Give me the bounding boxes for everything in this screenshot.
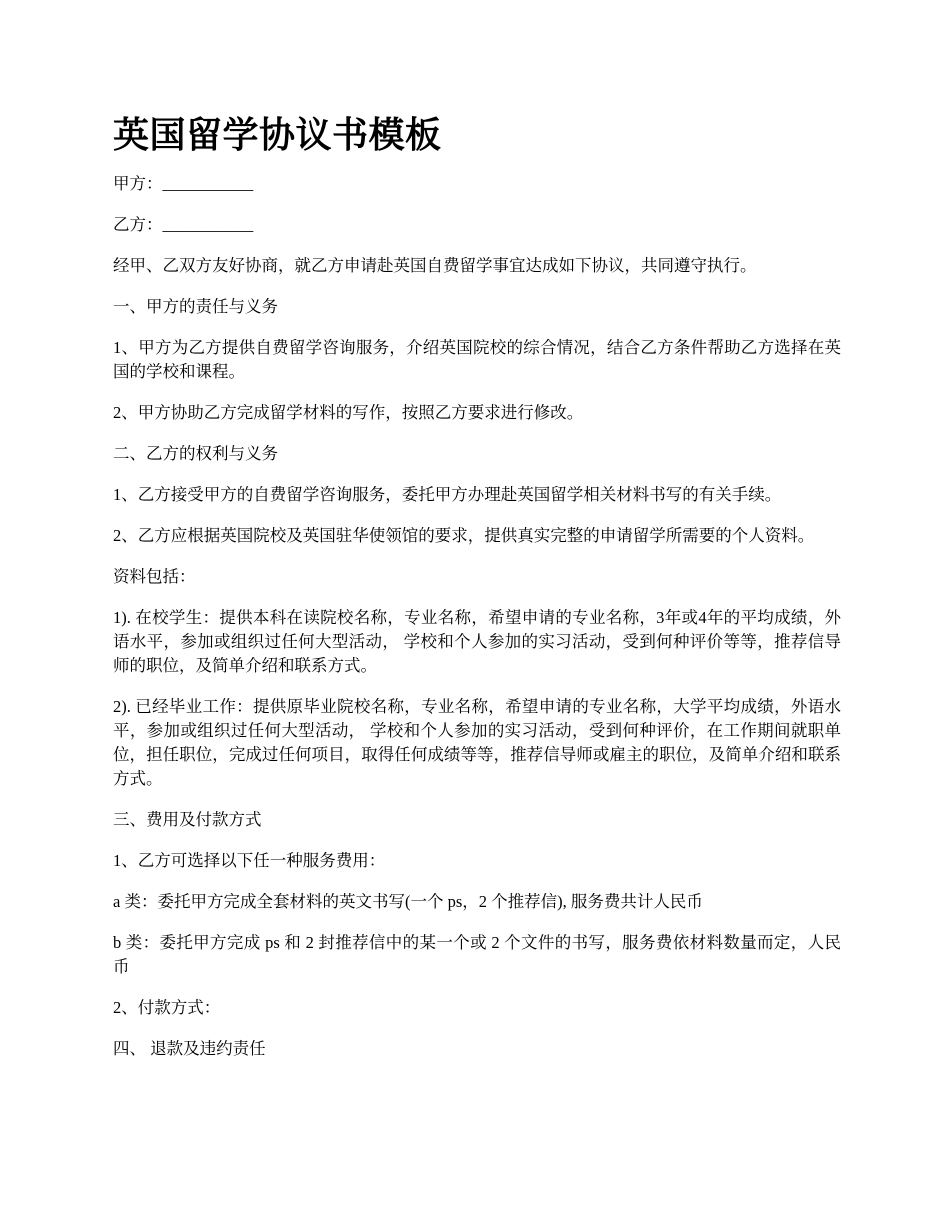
materials-graduates: 2). 已经毕业工作：提供原毕业院校名称，专业名称，希望申请的专业名称，大学平均成绩，外语水平，参加或组织过任何大型活动， 学校和个人参加的实习活动，受到何种评价，在工作期间就职单位，担任职位，完成过任何项目，取得任何成绩等等，推荐信导师或雇主的职位，及简单介绍和联系方式。 bbox=[113, 697, 841, 788]
section-heading-fees: 三、费用及付款方式 bbox=[113, 810, 262, 829]
party-a-line bbox=[113, 172, 841, 196]
section-heading-refund: 四、 退款及违约责任 bbox=[113, 1039, 266, 1058]
party-a-blank: ___________ bbox=[162, 174, 254, 193]
party-b-label: 乙方： bbox=[113, 215, 163, 234]
document-page bbox=[113, 110, 841, 1078]
party-b-clause-1: 1、乙方接受甲方的自费留学咨询服务，委托甲方办理赴英国留学相关材料书写的有关手续。 bbox=[113, 485, 782, 504]
fees-clause-1: 1、乙方可选择以下任一种服务费用： bbox=[113, 851, 386, 870]
party-b-blank: ___________ bbox=[162, 215, 254, 234]
party-a-clause-2: 2、甲方协助乙方完成留学材料的写作，按照乙方要求进行修改。 bbox=[113, 403, 584, 422]
party-a-clause-1: 1、甲方为乙方提供自费留学咨询服务，介绍英国院校的综合情况，结合乙方条件帮助乙方选择在英国的学校和课程。 bbox=[113, 338, 841, 381]
party-b-line bbox=[113, 213, 841, 237]
intro-paragraph: 经甲、乙双方友好协商，就乙方申请赴英国自费留学事宜达成如下协议，共同遵守执行。 bbox=[113, 256, 757, 275]
section-heading-party-b-rights: 二、乙方的权利与义务 bbox=[113, 444, 278, 463]
document-title: 英国留学协议书模板 bbox=[113, 115, 442, 156]
fee-type-a: a 类：委托甲方完成全套材料的英文书写(一个 ps，2 个推荐信), 服务费共计人民币 bbox=[113, 892, 703, 911]
materials-heading: 资料包括： bbox=[113, 567, 196, 586]
party-a-label: 甲方： bbox=[113, 174, 163, 193]
party-b-clause-2: 2、乙方应根据英国院校及英国驻华使领馆的要求，提供真实完整的申请留学所需要的个人资料。 bbox=[113, 526, 815, 545]
payment-method: 2、付款方式： bbox=[113, 998, 221, 1017]
section-heading-party-a-duties: 一、甲方的责任与义务 bbox=[113, 297, 278, 316]
fee-type-b: b 类：委托甲方完成 ps 和 2 封推荐信中的某一个或 2 个文件的书写，服务费依材料数量而定，人民币 bbox=[113, 933, 841, 976]
materials-students: 1). 在校学生：提供本科在读院校名称，专业名称，希望申请的专业名称，3年或4年的平均成绩，外语水平，参加或组织过任何大型活动， 学校和个人参加的实习活动，受到何种评价等等，推荐信导师的职位，及简单介绍和联系方式。 bbox=[113, 608, 841, 675]
